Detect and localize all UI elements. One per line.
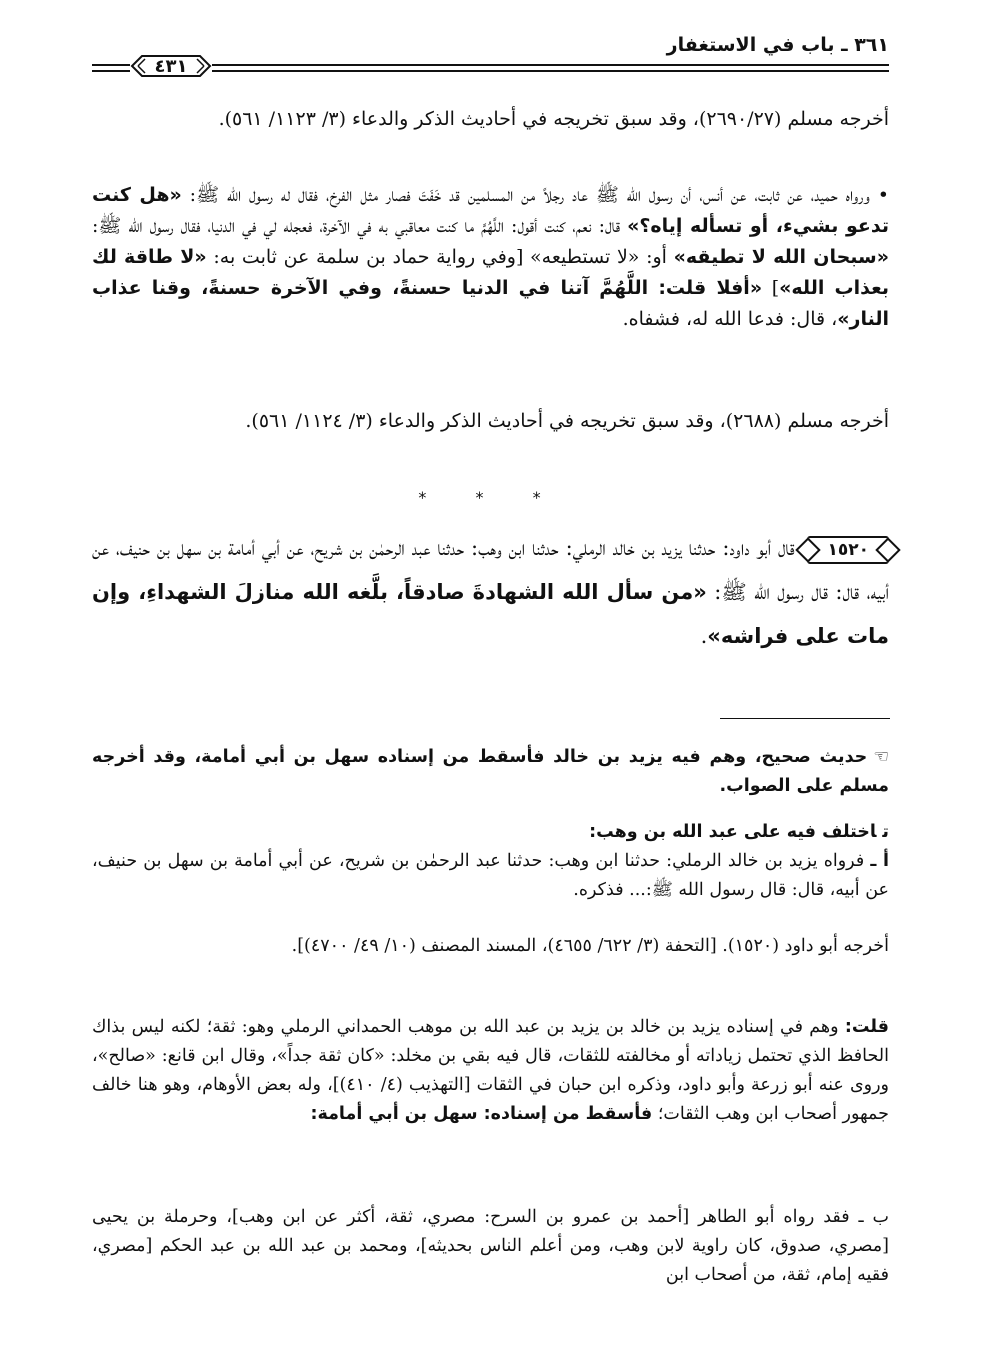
note-marker-icon: ت — [882, 822, 889, 842]
chapter-title: ٣٦١ ـ باب في الاستغفار — [666, 34, 889, 56]
header-rule-left — [92, 70, 130, 72]
bullet: • — [877, 184, 889, 206]
page-number-badge — [130, 52, 212, 80]
author-comment: قلت: وهم في إسناده يزيد بن خالد بن يزيد بن عبد الله بن موهب الحمداني الرملي وهو: ثقة؛ لكنه ليس بذاك الحافظ الذي تحتمل زياداته أو مخالفته للثقات، قال فيه بقي بن مخلد: «كان ثقة جداً»، وقال ابن قانع: «صالح»، وروى عنه أبو زرعة وأبو داود، وذكره ابن حبان في الثقات [التهذيب (٤/ ٤١٠)]، وله بعض الأوهام، وهو هنا خالف جمهور أصحاب ابن وهب الثقات؛ فأسقط من إسناده: سهل بن أبي أمامة: — [92, 1017, 889, 1124]
hadith-text: ١٥٢٠ قال أبو داود: حدثنا يزيد بن خالد الرملي: حدثنا ابن وهب: حدثنا عبد الرحمٰن بن شريح، عن أبي أمامة بن سهل بن حنيف، عن أبيه، قال: قال رسول الله ﷺ: «من سأل الله الشهادةَ صادقاً، بلَّغه الله منازلَ الشهداءِ، وإن مات على فراشه». — [92, 536, 889, 648]
hadith-number: ١٥٢٠ — [807, 536, 889, 564]
takhrij-paragraph-2: أخرجه مسلم (٢٦٨٨)، وقد سبق تخريجه في أحاديث الذكر والدعاء (٣/ ١١٢٤/ ٥٦١). — [245, 410, 889, 432]
prophet-quote: «أفلا قلت: اللَّهُمَّ آتنا في الدنيا حسنةً، وفي الآخرة حسنةً، وقنا عذاب النار» — [92, 277, 889, 330]
header-rule — [212, 70, 889, 72]
ruling-note: ☜حديث صحيح، وهم فيه يزيد بن خالد فأسقط من إسناده سهل بن أبي أمامة، وقد أخرجه مسلم على الصواب. — [92, 747, 889, 796]
running-header — [92, 30, 889, 78]
hadith-quote: «من سأل الله الشهادةَ صادقاً، بلَّغه الله منازلَ الشهداءِ، وإن مات على فراشه» — [92, 580, 889, 648]
prophet-quote: «هل كنت تدعو بشيء، أو تسأله إياه؟» — [92, 184, 889, 237]
route-a-takhrij: أخرجه أبو داود (١٥٢٠). [التحفة (٣/ ٦٢٢/ ٤٦٥٥)، المسند المصنف (١٠/ ٤٩/ ٤٧٠٠)]. — [291, 936, 889, 956]
prophet-quote: «لا طاقة لك بعذاب الله» — [92, 246, 889, 299]
takhrij-paragraph-1: أخرجه مسلم (٢٦٩٠/٢٧)، وقد سبق تخريجه في أحاديث الذكر والدعاء (٣/ ١١٢٣/ ٥٦١). — [218, 108, 889, 130]
header-rule-left — [92, 64, 130, 66]
narration-paragraph: • ورواه حميد، عن ثابت، عن أنس، أن رسول الله ﷺ عاد رجلاً من المسلمين قد خَفَتَ فصار مثل الفرخ، فقال له رسول الله ﷺ: «هل كنت تدعو بشيء، أو تسأله إياه؟» قال: نعم، كنت أقول: اللَّهُمَّ ما كنت معاقبي به في الآخرة، فعجله لي في الدنيا، فقال رسول الله ﷺ: «سبحان الله لا تطيقه» أو: «لا تستطيعه» [وفي رواية حماد بن سلمة عن ثابت به: «لا طاقة لك بعذاب الله»] «أفلا قلت: اللَّهُمَّ آتنا في الدنيا حسنةً، وفي الآخرة حسنةً، وقنا عذاب النار»، قال: فدعا الله له، فشفاه. — [92, 184, 890, 330]
route-b-paragraph: ب ـ فقد رواه أبو الطاهر [أحمد بن عمرو بن السرح: مصري، ثقة، أكثر عن ابن وهب]، وحرملة بن يحيى [مصري، صدوق، كان راوية لابن وهب، ومن أعلم الناس بحديثه]، ومحمد بن عبد الله بن عبد الحكم [مصري، فقيه إمام، ثقة، من أصحاب ابن — [92, 1207, 889, 1285]
disagreement-note: تاختلف فيه على عبد الله بن وهب: — [589, 822, 889, 842]
footnote-separator — [720, 718, 890, 719]
route-a-paragraph: أ ـ فرواه يزيد بن خالد الرملي: حدثنا ابن وهب: حدثنا عبد الرحمٰن بن شريح، عن أبي أمامة بن سهل بن حنيف، عن أبيه، قال: قال رسول الله ﷺ:... فذكره. — [92, 851, 889, 900]
prophet-quote: «سبحان الله لا تطيقه» — [673, 246, 890, 268]
section-separator: * * * — [418, 488, 563, 507]
header-rule — [212, 64, 889, 66]
pointing-hand-icon: ☜ — [873, 747, 889, 767]
page-number: ٤٣١ — [154, 55, 188, 77]
